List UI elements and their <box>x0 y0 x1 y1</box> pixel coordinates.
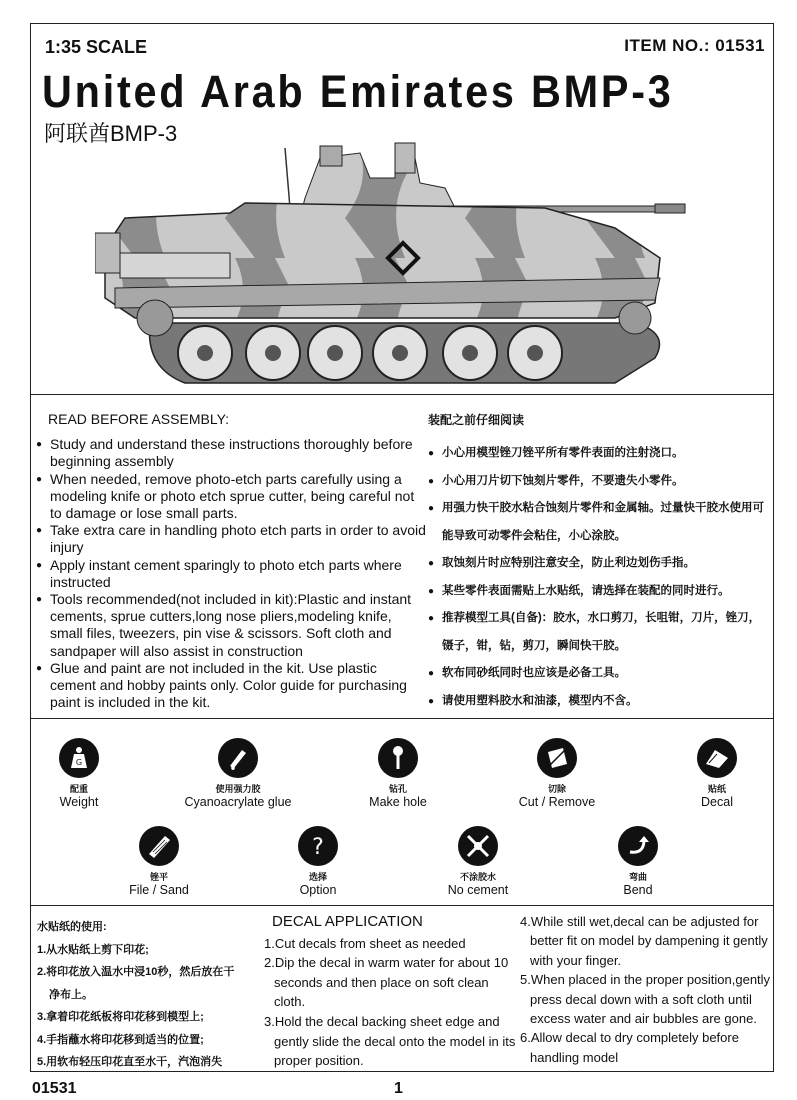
symbol-label-en: File / Sand <box>129 883 189 897</box>
list-item: ● 请使用塑料胶水和油漆，模型内不含。 <box>428 688 770 716</box>
list-item: 1.从水贴纸上剪下印花; <box>37 943 149 956</box>
symbol-label-en: Make hole <box>369 795 427 809</box>
bmp3-illustration <box>95 138 705 388</box>
symbol-drill <box>338 738 458 809</box>
list-item: ● Apply instant cement sparingly to photo etch parts where instructed <box>36 557 426 591</box>
list-item: 2.将印花放入温水中浸10秒，然后放在干净布上。 <box>37 966 235 1001</box>
symbol-label-zh: 钻孔 <box>388 784 407 794</box>
bend-icon <box>624 832 652 860</box>
symbol-label-zh: 配重 <box>69 784 88 794</box>
symbol-label-en: Decal <box>701 795 733 809</box>
list-item: ● Tools recommended(not included in kit):Plastic and instant cements, sprue cutters,long nose pliers,modeling knife, small files, tweezers, pin vise & scissors. Soft cloth and sandpaper will also assist in construction <box>36 591 426 660</box>
list-item: ● 用强力快干胶水粘合蚀刻片零件和金属轴。过量快干胶水使用可能导致可动零件会粘住，小心涂胶。 <box>428 495 770 550</box>
svg-text:?: ? <box>312 835 324 860</box>
list-item: ● 小心用刀片切下蚀刻片零件，不要遗失小零件。 <box>428 468 770 496</box>
decal-icon <box>703 744 731 772</box>
weight-icon <box>65 744 93 772</box>
divider <box>30 718 774 719</box>
cut-icon <box>543 744 571 772</box>
divider <box>30 905 774 906</box>
list-item: 2.Dip the decal in warm water for about 10 seconds and then place on soft clean cloth. <box>264 955 509 1010</box>
file-icon <box>145 832 173 860</box>
symbol-label-zh: 使用强力胶 <box>215 784 261 794</box>
list-item: 4.手指蘸水将印花移到适当的位置; <box>37 1033 204 1046</box>
item-number: ITEM NO.: 01531 <box>624 36 765 55</box>
decal-zh-heading: 水贴纸的使用: <box>37 921 107 933</box>
glue-icon <box>224 744 252 772</box>
list-item: 3.Hold the decal backing sheet edge and gently slide the decal onto the model in its proper position. <box>264 1013 516 1069</box>
symbol-label-zh: 锉平 <box>149 872 168 882</box>
list-item: ● When needed, remove photo-etch parts carefully using a modeling knife or photo etch sprue cutter, being careful not to damage or lose small parts. <box>36 471 426 523</box>
page-number: 1 <box>394 1080 403 1097</box>
list-item: ● 软布同砂纸同时也应该是必备工具。 <box>428 660 770 688</box>
decal-en-section <box>262 912 518 1071</box>
list-item: ● Glue and paint are not included in the kit. Use plastic cement and hobby paints only. Color guide for purchasing paint is included in the kit. <box>36 660 426 712</box>
footer-item-code: 01531 <box>32 1080 77 1097</box>
symbol-label-en: No cement <box>447 883 509 897</box>
symbol-label-en: Cyanoacrylate glue <box>184 795 292 809</box>
list-item: ● 小心用模型锉刀锉平所有零件表面的注射浇口。 <box>428 440 770 468</box>
list-item: 3.拿着印花纸板将印花移到模型上; <box>37 1011 204 1023</box>
symbol-file <box>99 826 219 897</box>
decal-en-section-continued <box>518 912 773 1067</box>
svg-text:G: G <box>75 758 83 767</box>
symbol-label-zh: 不涂胶水 <box>459 872 496 882</box>
symbol-label-zh: 切除 <box>547 784 566 794</box>
list-item: 6.Allow decal to dry completely before handling model <box>520 1030 739 1065</box>
read-before-heading: READ BEFORE ASSEMBLY: <box>48 411 230 427</box>
symbol-no-cement <box>418 826 538 897</box>
decal-zh-section <box>37 916 267 1074</box>
list-item: 4.While still wet,decal can be adjusted for better fit on model by dampening it gently with your finger. <box>520 914 768 968</box>
symbol-label-en: Bend <box>623 883 653 897</box>
page-title: United Arab Emirates BMP-3 <box>42 66 674 117</box>
symbol-label-en: Option <box>299 883 337 897</box>
list-item: 5.When placed in the proper position,gently press decal down with a soft cloth until excess water and air bubbles are gone. <box>520 972 771 1027</box>
read-before-zh-section <box>428 411 770 715</box>
symbol-label-en: Weight <box>59 795 99 809</box>
read-before-section <box>36 411 426 711</box>
symbol-weight <box>19 738 139 809</box>
symbol-glue <box>178 738 298 809</box>
symbol-cut <box>497 738 617 809</box>
scale-label: 1:35 SCALE <box>45 37 148 57</box>
symbol-label-en: Cut / Remove <box>518 795 596 809</box>
list-item: 1.Cut decals from sheet as needed <box>264 935 466 951</box>
list-item: ● 取蚀刻片时应特别注意安全，防止利边划伤手指。 <box>428 550 770 578</box>
list-item: ● 推荐模型工具(自备)：胶水，水口剪刀，长咀钳，刀片，锉刀，镊子，钳，钻，剪刀，瞬间快干胶。 <box>428 605 770 660</box>
decal-en-heading: DECAL APPLICATION <box>272 913 423 930</box>
symbol-bend <box>578 826 698 897</box>
symbol-label-zh: 弯曲 <box>628 872 647 882</box>
symbol-label-zh: 贴纸 <box>707 784 726 794</box>
list-item: ● 某些零件表面需贴上水贴纸，请选择在装配的同时进行。 <box>428 578 770 606</box>
symbol-decal <box>657 738 777 809</box>
list-item: ● Study and understand these instructions thoroughly before beginning assembly <box>36 436 426 470</box>
page-subtitle: 阿联酋BMP-3 <box>44 121 178 146</box>
list-item: 5.用软布轻压印花直至水干，汽泡消失 <box>37 1056 223 1068</box>
divider <box>30 394 774 395</box>
symbol-option <box>258 826 378 897</box>
no-cement-icon <box>464 832 492 860</box>
symbol-label-zh: 选择 <box>308 872 327 882</box>
drill-icon <box>384 744 412 772</box>
read-before-zh-heading: 装配之前仔细阅读 <box>428 413 525 427</box>
list-item: ● Take extra care in handling photo etch parts in order to avoid injury <box>36 522 426 556</box>
question-icon <box>304 832 332 860</box>
